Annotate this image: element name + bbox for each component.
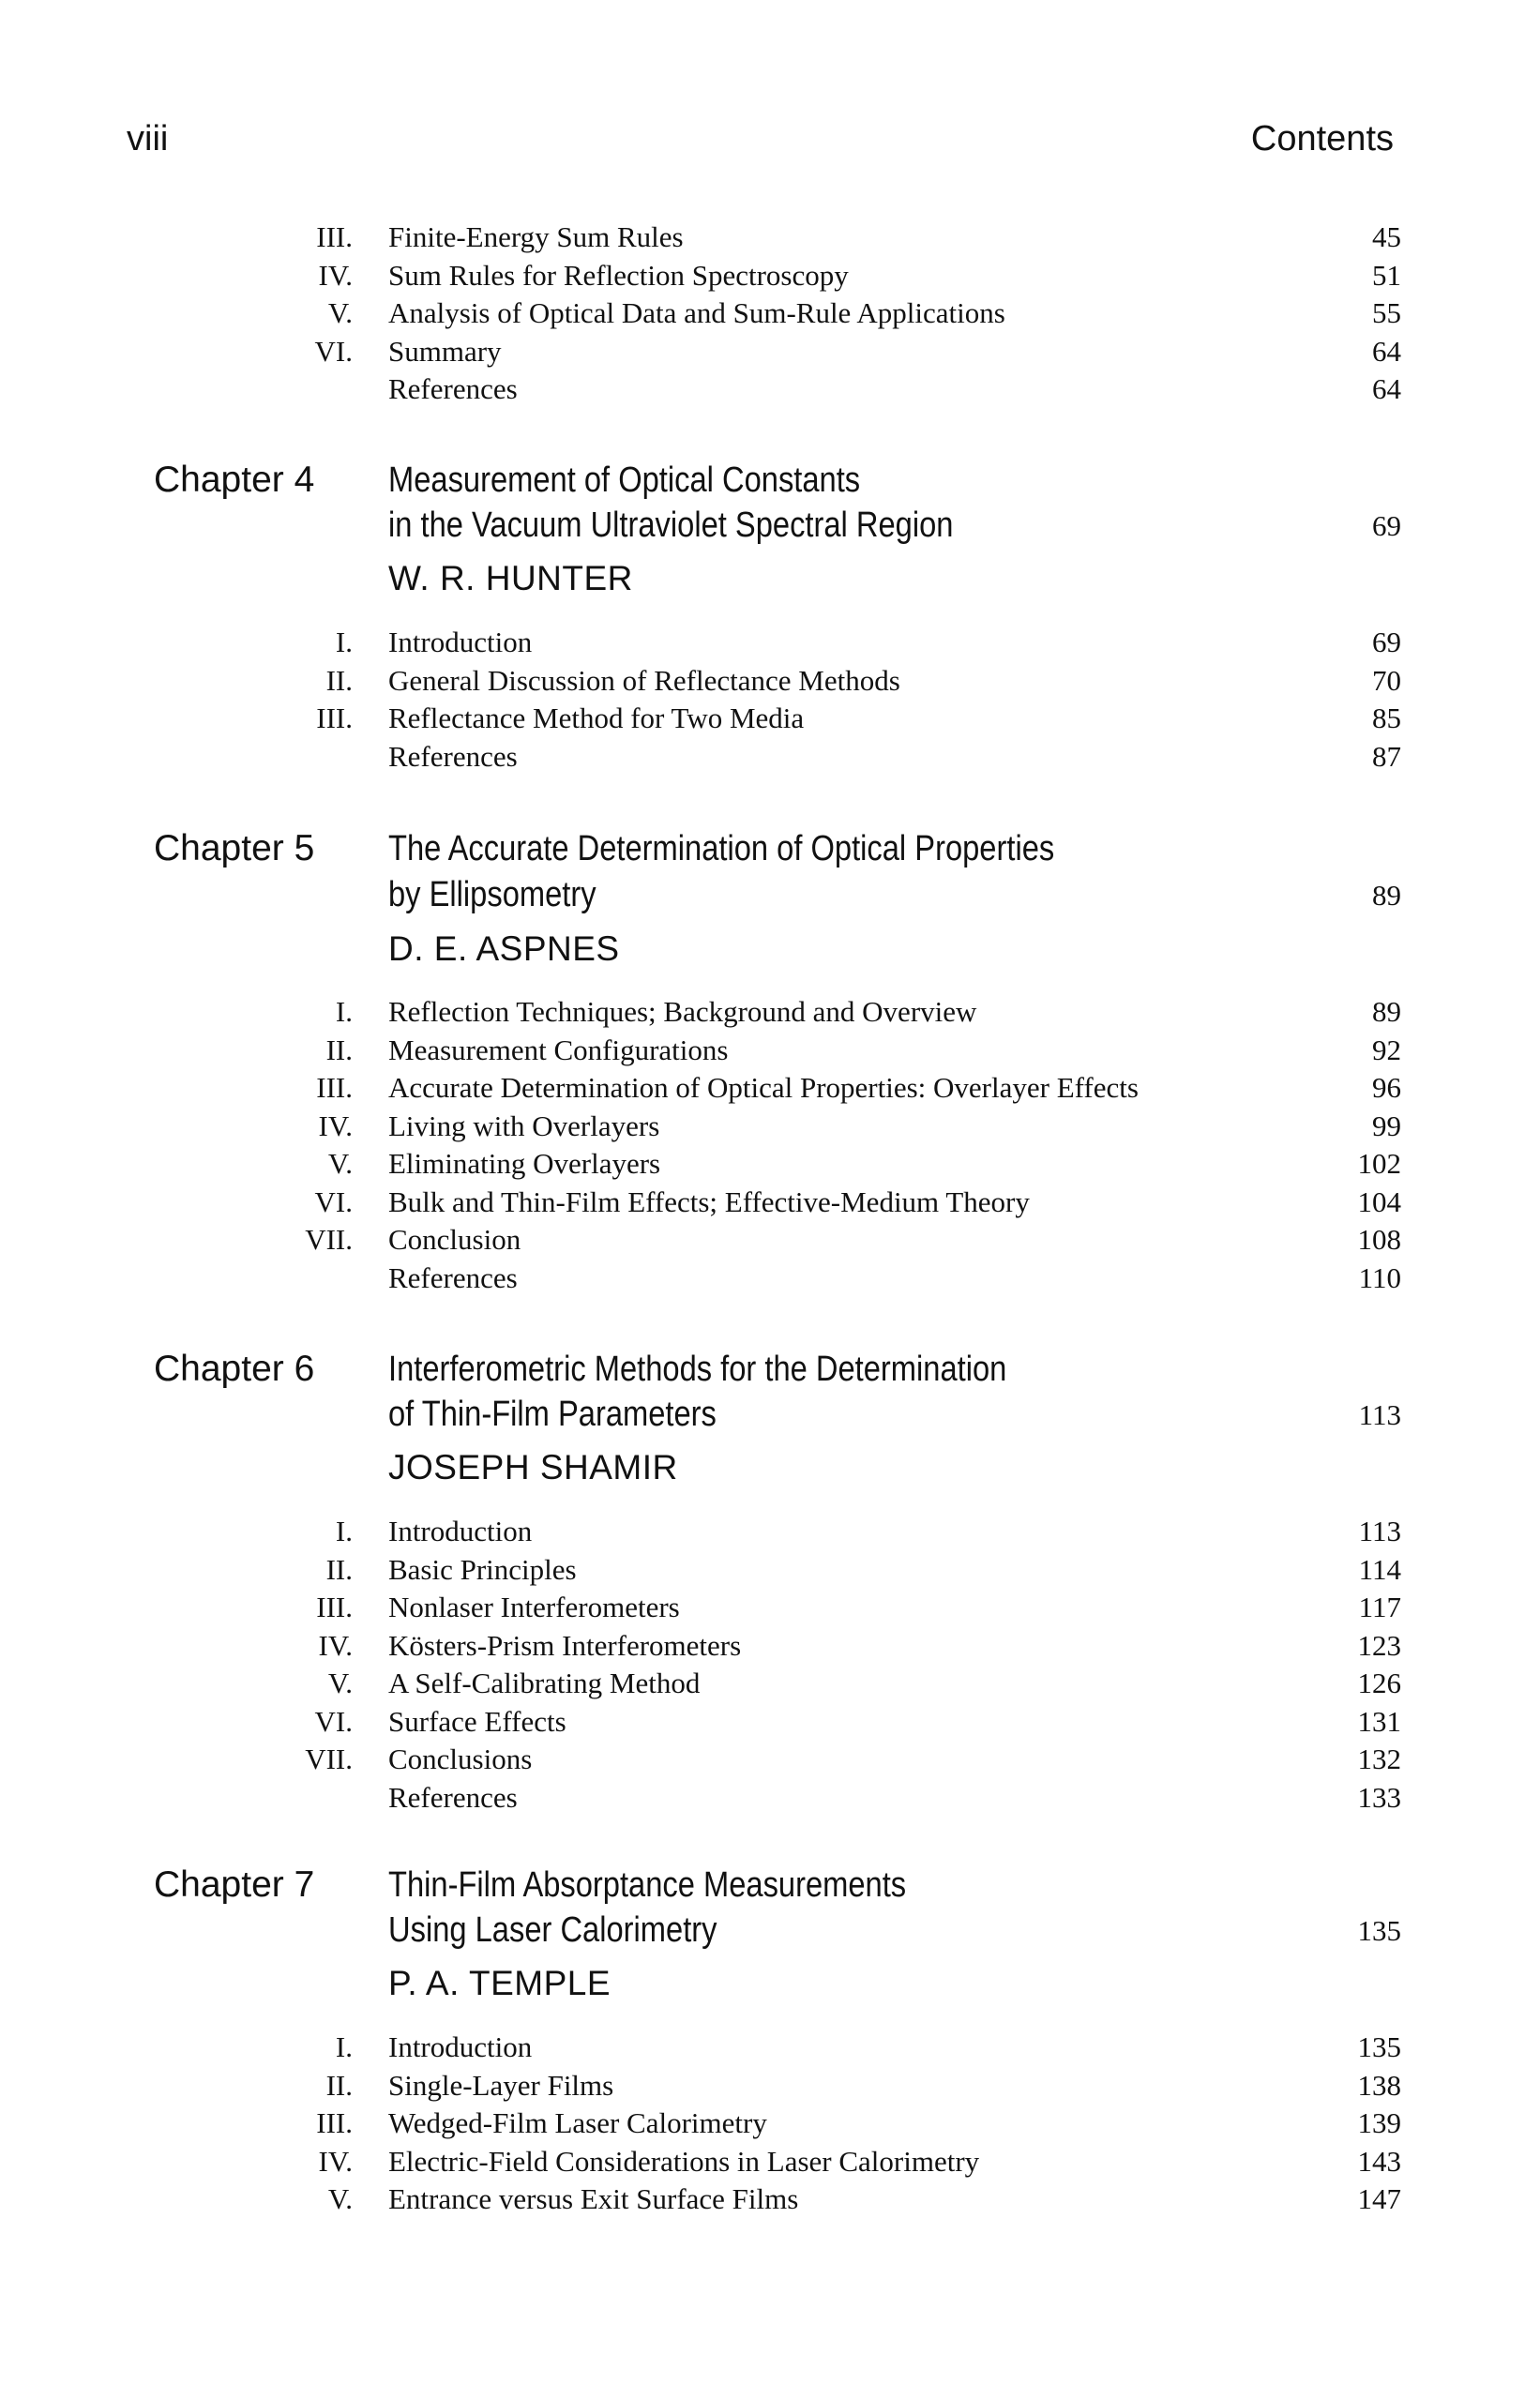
chapter-label: Chapter 5	[154, 828, 315, 868]
entry-title: Finite-Energy Sum Rules	[388, 220, 684, 253]
entry-section-number: II.	[325, 1553, 353, 1586]
toc-entry[interactable]	[0, 332, 1540, 371]
toc-entry[interactable]	[0, 1144, 1540, 1184]
chapter-label: Chapter 6	[154, 1349, 315, 1389]
entry-page-number: 85	[1372, 702, 1401, 734]
chapter-author: JOSEPH SHAMIR	[388, 1448, 678, 1486]
entry-title: Conclusion	[388, 1223, 521, 1256]
chapter-page-number: 69	[1372, 509, 1401, 542]
entry-title: Living with Overlayers	[388, 1109, 660, 1142]
entry-section-number: III.	[316, 1591, 353, 1623]
entry-section-number: V.	[327, 2182, 353, 2215]
toc-entry[interactable]	[0, 1220, 1540, 1260]
page-number: viii	[127, 119, 169, 158]
entry-title: Introduction	[388, 1515, 533, 1547]
toc-entry[interactable]	[0, 294, 1540, 333]
entry-title: Kösters-Prism Interferometers	[388, 1629, 742, 1662]
entry-title: Surface Effects	[388, 1705, 566, 1738]
entry-title: Eliminating Overlayers	[388, 1147, 661, 1180]
entry-page-number: 117	[1358, 1591, 1401, 1623]
entry-section-number: V.	[327, 1147, 353, 1180]
chapter-title-line[interactable]: Thin-Film Absorptance Measurements	[388, 1865, 907, 1905]
running-head: Contents	[1250, 119, 1394, 158]
toc-entry[interactable]	[0, 1068, 1540, 1108]
entry-title: Reflection Techniques; Background and Overview	[388, 995, 977, 1028]
entry-page-number: 110	[1358, 1261, 1401, 1294]
entry-title: Electric-Field Considerations in Laser Calorimetry	[388, 2145, 980, 2178]
entry-title: Nonlaser Interferometers	[388, 1591, 680, 1623]
entry-page-number: 123	[1357, 1629, 1401, 1662]
toc-entry[interactable]	[0, 1512, 1540, 1551]
entry-page-number: 70	[1372, 664, 1401, 697]
entry-page-number: 89	[1372, 995, 1401, 1028]
chapter-page-number: 135	[1357, 1914, 1401, 1947]
entry-page-number: 51	[1372, 259, 1401, 292]
toc-entry[interactable]	[0, 737, 1540, 777]
entry-page-number: 131	[1357, 1705, 1401, 1738]
entry-title: Bulk and Thin-Film Effects; Effective-Medium Theory	[388, 1185, 1030, 1218]
entry-page-number: 138	[1357, 2069, 1401, 2102]
toc-entry[interactable]	[0, 2180, 1540, 2219]
entry-page-number: 104	[1357, 1185, 1401, 1218]
entry-title: Sum Rules for Reflection Spectroscopy	[388, 259, 849, 292]
entry-page-number: 87	[1372, 740, 1401, 773]
toc-entry[interactable]	[0, 370, 1540, 409]
toc-entry[interactable]	[0, 699, 1540, 738]
chapter-title-line[interactable]: in the Vacuum Ultraviolet Spectral Region	[388, 505, 954, 545]
entry-title: Measurement Configurations	[388, 1034, 729, 1066]
entry-page-number: 147	[1357, 2182, 1401, 2215]
entry-title: References	[388, 740, 518, 773]
toc-entry[interactable]	[0, 1588, 1540, 1627]
entry-page-number: 64	[1372, 335, 1401, 368]
toc-entry[interactable]	[0, 1740, 1540, 1779]
entry-page-number: 126	[1357, 1667, 1401, 1699]
entry-title: Entrance versus Exit Surface Films	[388, 2182, 799, 2215]
toc-entry[interactable]	[0, 1259, 1540, 1298]
toc-entry[interactable]	[0, 2066, 1540, 2105]
entry-title: Reflectance Method for Two Media	[388, 702, 805, 734]
toc-entry[interactable]	[0, 1778, 1540, 1818]
entry-section-number: V.	[327, 1667, 353, 1699]
entry-title: Conclusions	[388, 1743, 533, 1775]
entry-title: Introduction	[388, 2030, 533, 2063]
chapter-author: D. E. ASPNES	[388, 929, 620, 968]
entry-page-number: 102	[1357, 1147, 1401, 1180]
entry-title: Accurate Determination of Optical Properties: Overlayer Effects	[388, 1071, 1139, 1104]
entry-section-number: III.	[316, 702, 353, 734]
entry-page-number: 69	[1372, 626, 1401, 658]
chapter-author: P. A. TEMPLE	[388, 1964, 611, 2002]
chapter-title-line[interactable]: Using Laser Calorimetry	[388, 1910, 717, 1950]
entry-section-number: III.	[316, 2106, 353, 2139]
entry-section-number: II.	[325, 2069, 353, 2102]
entry-page-number: 92	[1372, 1034, 1401, 1066]
entry-section-number: IV.	[318, 259, 353, 292]
toc-entry[interactable]	[0, 1626, 1540, 1666]
entry-section-number: VII.	[305, 1743, 353, 1775]
entry-title: References	[388, 1781, 518, 1814]
entry-page-number: 55	[1372, 296, 1401, 329]
entry-section-number: VI.	[314, 1705, 353, 1738]
toc-entry[interactable]	[0, 256, 1540, 295]
toc-entry[interactable]	[0, 2104, 1540, 2143]
toc-entry[interactable]	[0, 2142, 1540, 2181]
entry-section-number: II.	[325, 1034, 353, 1066]
entry-title: Summary	[388, 335, 502, 368]
entry-title: Basic Principles	[388, 1553, 577, 1586]
toc-entry[interactable]	[0, 1702, 1540, 1742]
chapter-label: Chapter 7	[154, 1864, 315, 1905]
entry-section-number: I.	[335, 2030, 353, 2063]
entry-section-number: IV.	[318, 2145, 353, 2178]
entry-section-number: III.	[316, 1071, 353, 1104]
entry-page-number: 135	[1357, 2030, 1401, 2063]
toc-entry[interactable]	[0, 1664, 1540, 1703]
entry-page-number: 99	[1372, 1109, 1401, 1142]
toc-entry[interactable]	[0, 1031, 1540, 1070]
toc-entry[interactable]	[0, 992, 1540, 1032]
entry-title: References	[388, 1261, 518, 1294]
chapter-title-line[interactable]: of Thin-Film Parameters	[388, 1395, 717, 1434]
entry-title: Introduction	[388, 626, 533, 658]
entry-page-number: 139	[1357, 2106, 1401, 2139]
entry-page-number: 133	[1357, 1781, 1401, 1814]
entry-section-number: I.	[335, 626, 353, 658]
entry-title: A Self-Calibrating Method	[388, 1667, 701, 1699]
entry-section-number: I.	[335, 995, 353, 1028]
entry-title: Analysis of Optical Data and Sum-Rule Applications	[388, 296, 1005, 329]
entry-page-number: 113	[1358, 1515, 1401, 1547]
entry-title: General Discussion of Reflectance Methods	[388, 664, 900, 697]
entry-page-number: 45	[1372, 220, 1401, 253]
entry-section-number: V.	[327, 296, 353, 329]
chapter-author: W. R. HUNTER	[388, 559, 633, 597]
chapter-title-line[interactable]: Measurement of Optical Constants	[388, 460, 861, 500]
entry-page-number: 132	[1357, 1743, 1401, 1775]
entry-page-number: 114	[1358, 1553, 1401, 1586]
entry-section-number: VII.	[305, 1223, 353, 1256]
entry-page-number: 108	[1357, 1223, 1401, 1256]
toc-entry[interactable]	[0, 1183, 1540, 1222]
entry-section-number: VI.	[314, 335, 353, 368]
entry-page-number: 143	[1357, 2145, 1401, 2178]
toc-entry[interactable]	[0, 661, 1540, 701]
chapter-title-line[interactable]: by Ellipsometry	[388, 875, 596, 914]
chapter-page-number: 113	[1358, 1398, 1401, 1431]
entry-title: Wedged-Film Laser Calorimetry	[388, 2106, 767, 2139]
toc-entry[interactable]	[0, 2028, 1540, 2067]
entry-section-number: IV.	[318, 1109, 353, 1142]
toc-entry[interactable]	[0, 218, 1540, 257]
chapter-page-number: 89	[1372, 879, 1401, 912]
entry-section-number: VI.	[314, 1185, 353, 1218]
chapter-title-line[interactable]: Interferometric Methods for the Determination	[388, 1350, 1007, 1389]
chapter-label: Chapter 4	[154, 460, 315, 500]
entry-page-number: 64	[1372, 372, 1401, 405]
entry-title: Single-Layer Films	[388, 2069, 614, 2102]
entry-section-number: II.	[325, 664, 353, 697]
chapter-title-line[interactable]: The Accurate Determination of Optical Properties	[388, 829, 1055, 868]
entry-section-number: III.	[316, 220, 353, 253]
entry-section-number: IV.	[318, 1629, 353, 1662]
entry-page-number: 96	[1372, 1071, 1401, 1104]
entry-title: References	[388, 372, 518, 405]
toc-entry[interactable]	[0, 1107, 1540, 1146]
entry-section-number: I.	[335, 1515, 353, 1547]
toc-entry[interactable]	[0, 1550, 1540, 1590]
toc-entry[interactable]	[0, 623, 1540, 662]
